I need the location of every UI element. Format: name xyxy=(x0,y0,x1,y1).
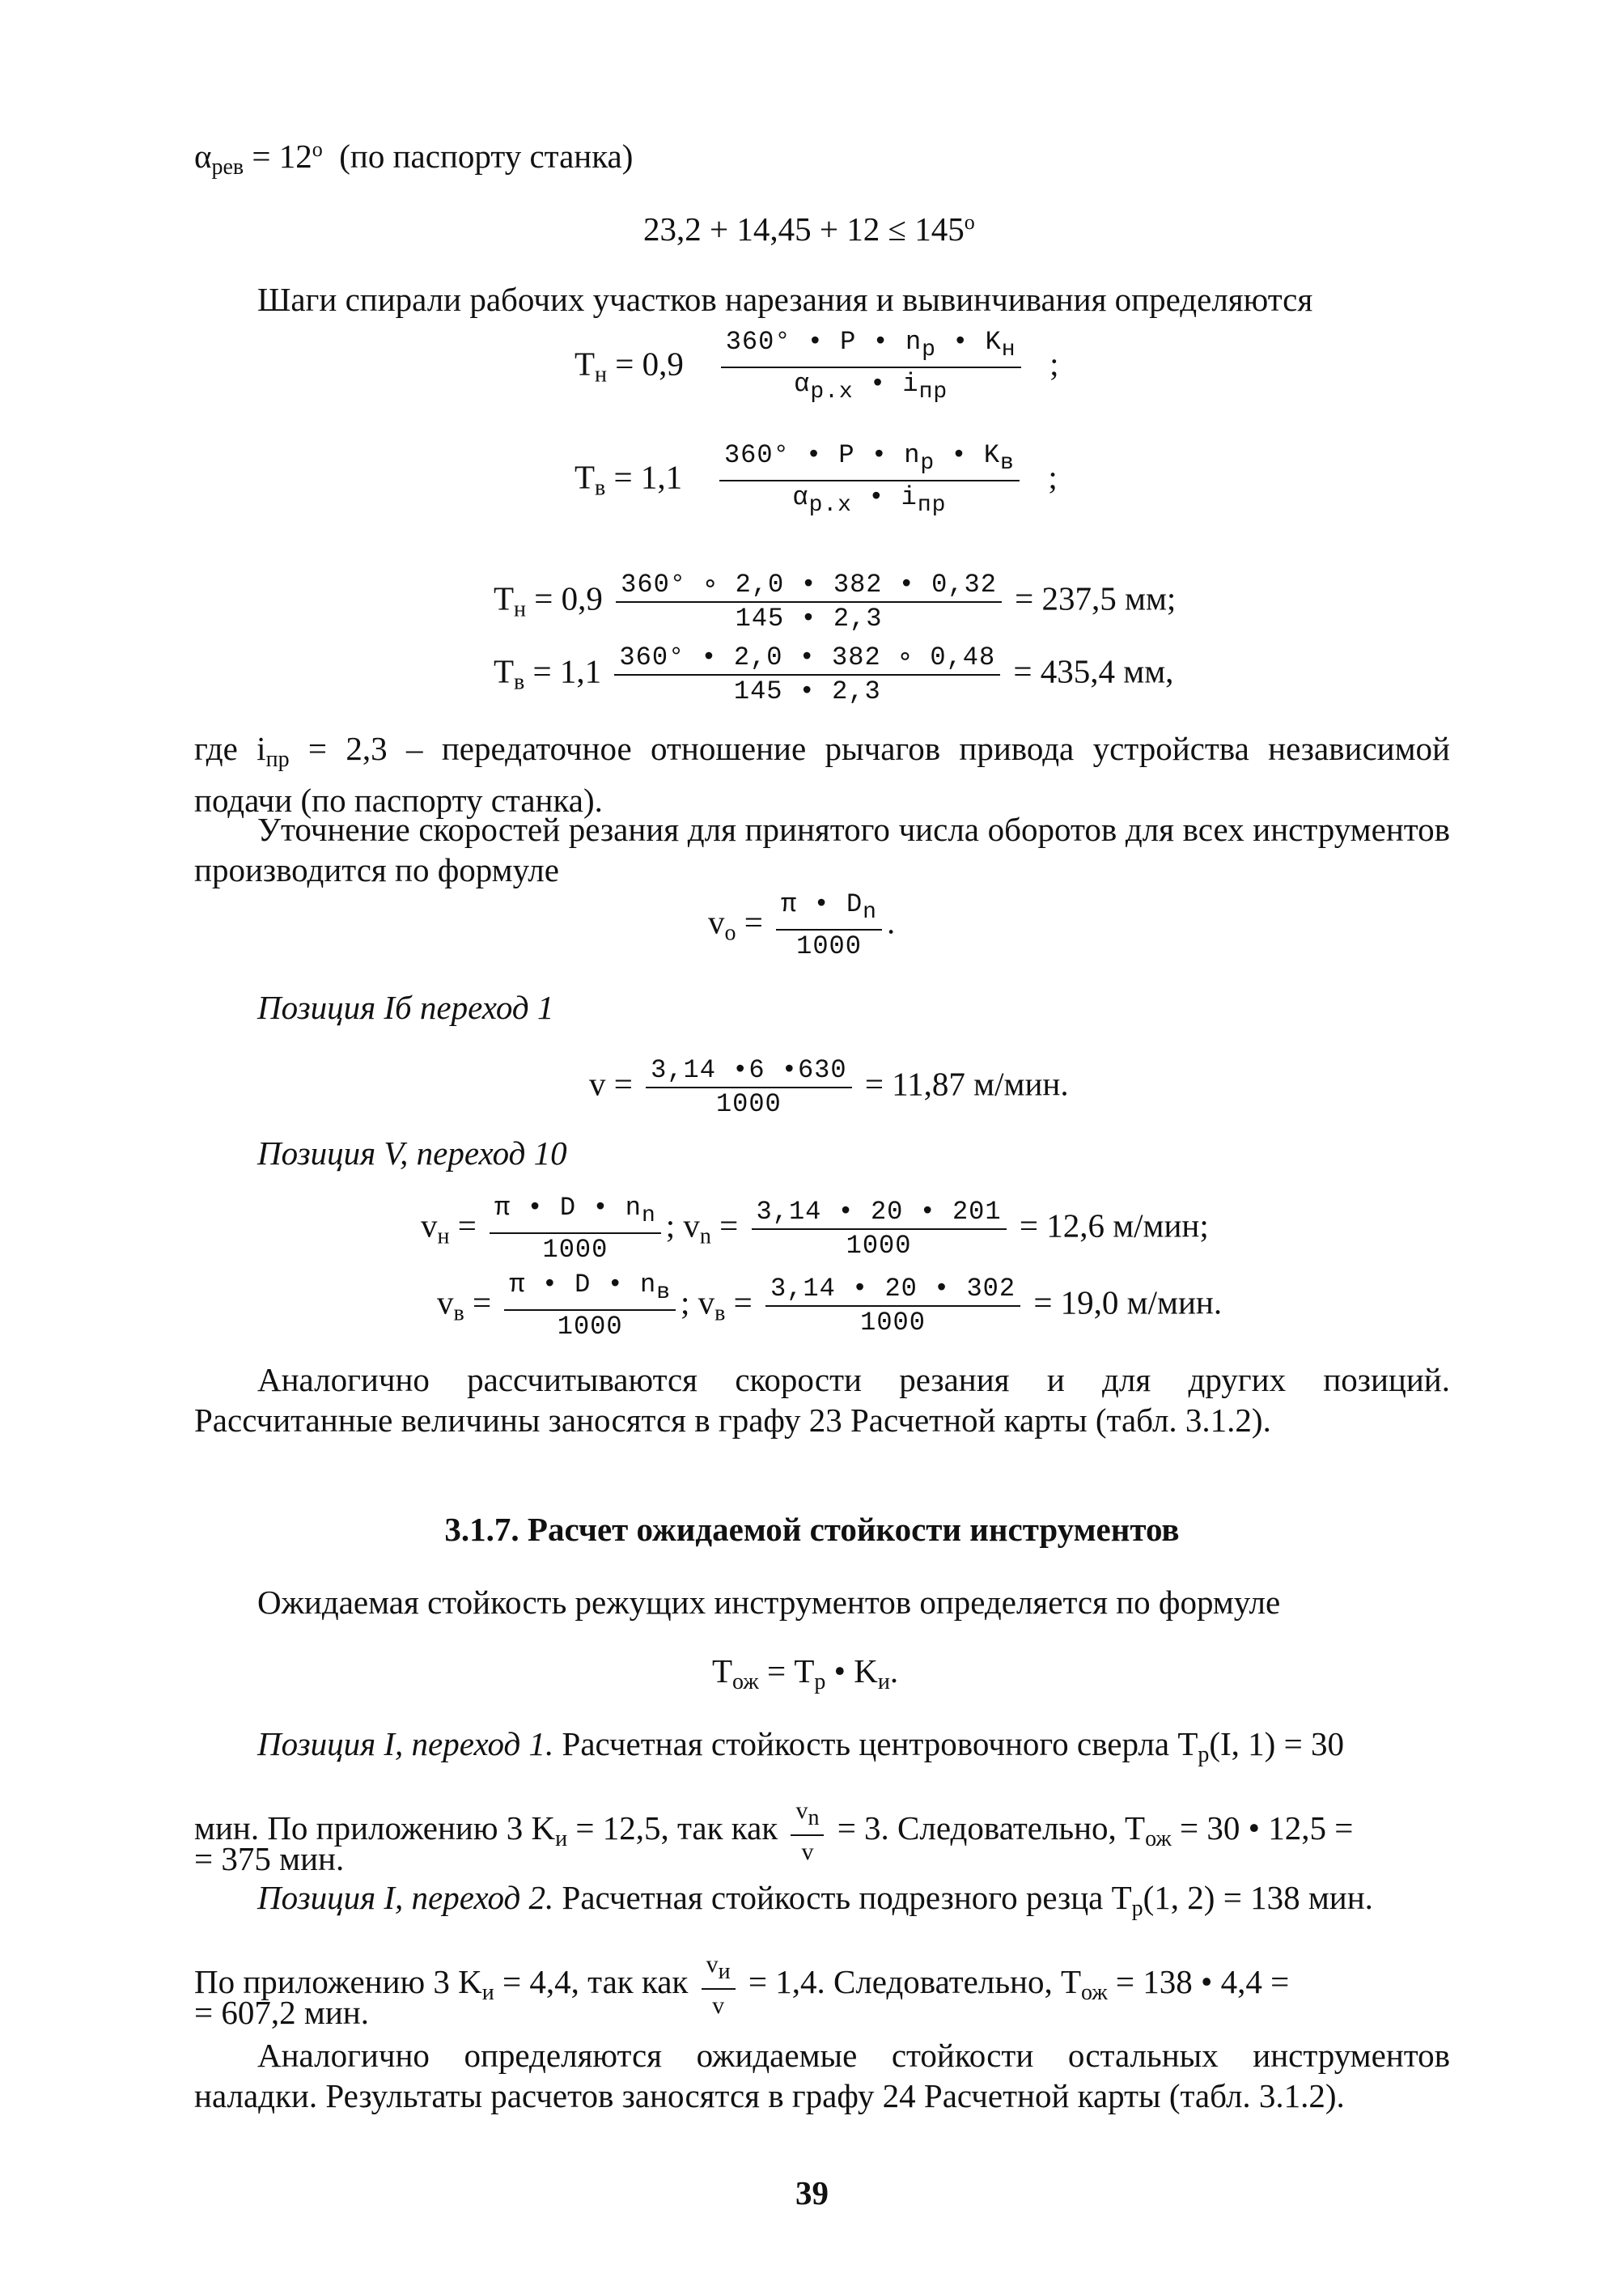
formula-tv-numeric: $T_в = 1,1$ $\frac{360^\circ • 2,0 • 382 \circ 0,48}{145 • 2,3}$ = 435,4 мм, xyxy=(494,642,1174,706)
paragraph-gear-ratio: где $i_{пр} = 2,3$ – передаточное отношение рычагов привода устройства независимой подачи (по паспорту станка). xyxy=(194,730,1450,819)
paragraph-spiral-steps: Шаги спирали рабочих участков нарезания и вывинчивания определяются xyxy=(257,281,1313,318)
formula-vo: $v_о$ = $\frac{\pi • D_n}{1000}$ . xyxy=(708,889,896,961)
position-v-heading: Позиция V, переход 10 xyxy=(257,1134,567,1172)
paragraph-tool-life-summary: Аналогично определяются ожидаемые стойкости остальных инструментов наладки. Результаты расчетов заносятся в графу 24 Расчетной карты (табл. 3.1.2). xyxy=(194,2037,1450,2114)
formula-v-1: v = $\frac{3,14 •6 •630}{1000}$ = 11,87 м/мин. xyxy=(589,1055,1069,1119)
section-title: 3.1.7. Расчет ожидаемой стойкости инструментов xyxy=(444,1511,1180,1548)
formula-tozh: $T_{ож} = T_р$ • $K_и$. xyxy=(712,1652,899,1694)
position-1b-heading: Позиция Iб переход 1 xyxy=(257,989,554,1026)
paragraph-tool-life-2: По приложению 3 $K_и = 4,4$, так как $\frac{v_и}{v}$ = 1,4. Следовательно, $T_{ож} = 138$ • 4,4 = xyxy=(194,1951,1290,2019)
paragraph-speeds-summary: Аналогично рассчитываются скорости резания и для других позиций. Рассчитанные величины заносятся в графу 23 Расчетной карты (табл. 3.1.2). xyxy=(194,1361,1450,1439)
formula-tv: $T_в = 1,1$ $\frac{360^\circ • P • n_р • K_в}{\alpha_{р.х} • i_{пр}}$ ; xyxy=(575,440,1058,518)
page-number: 39 xyxy=(795,2174,829,2211)
position-1-transition-1: Позиция I, переход 1. Расчетная стойкость центровочного сверла $T_р(I$, 1) = 30 xyxy=(257,1725,1344,1767)
formula-vv: $v_в$ = $\frac{\pi • D • n_в}{1000}$ ; $v_в$ = $\frac{3,14 • 20 • 302}{1000}$ = 19,0 м/мин. xyxy=(437,1270,1223,1342)
alpha-rev-line: $\alpha_{рев} = 12^o$ (по паспорту станка) xyxy=(194,138,634,180)
formula-tn: $T_н = 0,9$ $\frac{360^\circ • P • n_р • K_н}{\alpha_{р.х} • i_{пр}}$ ; xyxy=(575,327,1059,405)
paragraph-tool-life-1: мин. По приложению 3 $K_и = 12,5$, так как $\frac{v_n}{v}$ = 3. Следовательно, $T_{ож} = 30$ • 12,5 = xyxy=(194,1797,1354,1865)
paragraph-tool-life-formula: Ожидаемая стойкость режущих инструментов определяется по формуле xyxy=(257,1584,1281,1621)
formula-tn-numeric: $T_н = 0,9$ $\frac{360^\circ \circ 2,0 • 382 • 0,32}{145 • 2,3}$ = 237,5 мм; xyxy=(494,570,1177,634)
paragraph-tool-life-2-result: = 607,2 мин. xyxy=(194,1994,369,2031)
paragraph-speed-refinement: Уточнение скоростей резания для принятого числа оборотов для всех инструментов производится по формуле xyxy=(194,811,1450,888)
paragraph-tool-life-1-result: = 375 мин. xyxy=(194,1840,345,1877)
formula-vn: $v_н$ = $\frac{\pi • D • n_n}{1000}$ ; $v_n$ = $\frac{3,14 • 20 • 201}{1000}$ = 12,6 м/мин; xyxy=(421,1193,1209,1265)
inequality-formula: $23,2 + 14,45 + 12 \le 145^o$ xyxy=(643,210,975,248)
position-1-transition-2: Позиция I, переход 2. Расчетная стойкость подрезного резца $T_р(1$, 2) = 138 мин. xyxy=(257,1879,1373,1921)
